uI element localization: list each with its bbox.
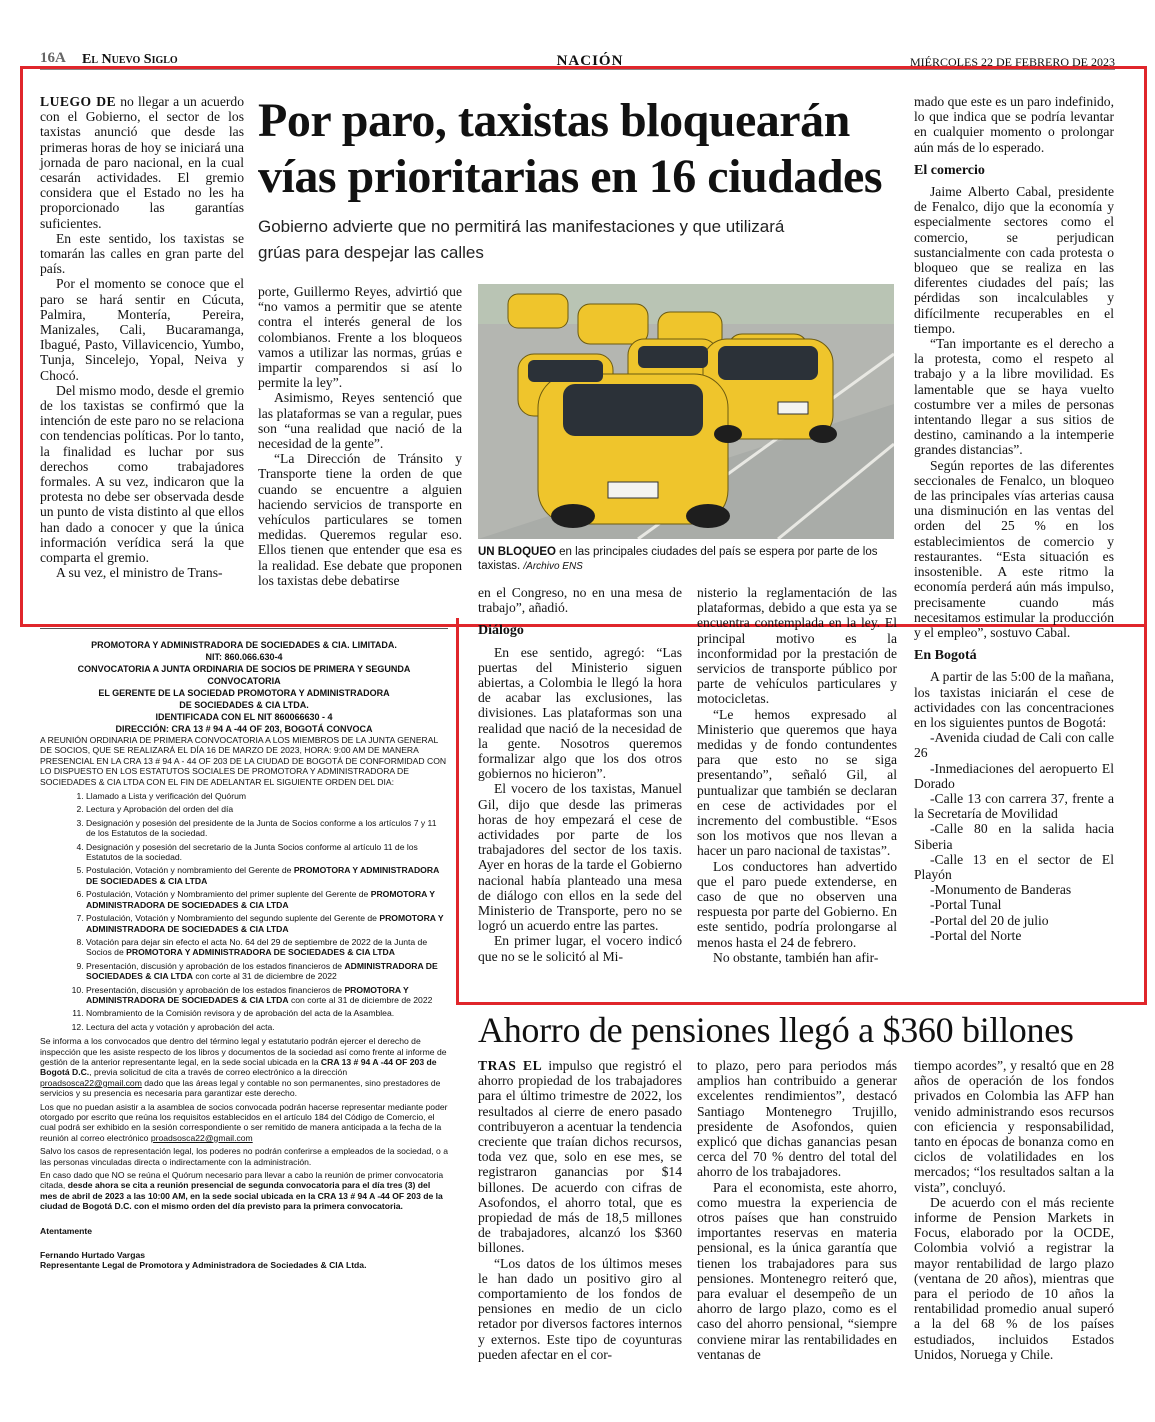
notice-paragraph	[40, 1102, 448, 1144]
photo-caption	[478, 545, 894, 574]
notice-nit: NIT: 860.066.630-4	[205, 652, 283, 662]
paragraph: mado que este es un paro indefinido, lo que indica que se podría levantar en cualquier momento o prolongar aún más de lo esperado.	[914, 94, 1114, 155]
headline-line-1: Por paro, taxistas bloquearán	[258, 94, 850, 147]
paragraph: En primer lugar, el vocero indicó que no se le solicitó al Mi-	[478, 933, 682, 964]
agenda-item	[86, 937, 448, 958]
notice-company: PROMOTORA Y ADMINISTRADORA DE SOCIEDADES & CIA. LIMITADA.	[91, 640, 397, 650]
paragraph: tiempo acordes”, y resaltó que en 28 años de operación de los fondos privados en Colombia las AFP han venido administrando esos recursos con eficiencia y responsabilidad, tanto en épocas de bonanza como en ciclos de volatilidades en los mercados; “los resultados saltan a la vista”, concluyó.	[914, 1058, 1114, 1195]
caption-lead: UN BLOQUEO	[478, 546, 556, 558]
paragraph: Para el economista, este ahorro, como muestra la experiencia de otros países que han construido importantes reservas en materia pensional, es la única garantía que tienen los trabajadores para sus pensiones. Montenegro reiteró que, para evaluar el desempeño de un ahorro de largo plazo, como es el caso del ahorro pensional, “siempre conviene mirar las rentabilidades en ventanas de	[697, 1179, 897, 1362]
subheadline-line-2: grúas para despejar las calles	[258, 243, 484, 262]
paragraph: Según reportes de las diferentes seccionales de Fenalco, un bloqueo de las principales vías arterias causa una disminución en las ventas del orden del 25 % en los establecimientos de comercio y restaurantes. “Esta situación es insostenible. A este ritmo la economía perderá aún más impulso, precisamente cuando más necesitamos estimular la producción y el empleo”, sostuvo Cabal.	[914, 457, 1114, 640]
list-item: -Portal del 20 de julio	[930, 912, 1049, 928]
agenda-item: 3. Designación y posesión del presidente de la Junta de Socios conforme a los artículos 7 y 11 de los Estatutos de la sociedad.	[86, 818, 448, 839]
notice-line: IDENTIFICADA CON EL NIT 860066630 - 4	[155, 712, 333, 722]
notice-bold: desde ahora se cita a reunión presencial de segunda convocatoria para el día tres (3) del mes de abril de 2023 a las 10:00 AM, en la sede social ubicada en la CRA 13 # 94 A -44 OF 203 de la ciudad de Bogotá D.C. con el mismo orden del día previsto para la primera convocatoria.	[40, 1180, 443, 1212]
paragraph: Del mismo modo, desde el gremio de los taxistas se confirmó que la intención de este paro no se relaciona con tendencias políticas. Por lo tanto, la finalidad es luchar por sus derechos como trabajadores formales. A su vez, indicaron que la protesta no debe ser observada desde un punto de vista distinto al que ellos han dado a conocer y que la única información verídica será la que comparta el gremio.	[40, 382, 244, 566]
agenda-item: 12. Lectura del acta y votación y aprobación del acta.	[86, 1022, 448, 1032]
second-article-column-1	[478, 1058, 682, 1362]
article-column-3	[478, 585, 682, 964]
notice-text: , previa solicitud de cita a través de correo electrónico a la dirección	[89, 1067, 348, 1078]
agenda-item	[86, 913, 448, 934]
agenda-item: 11. Nombramiento de la Comisión revisora y de aprobación del acta de la Asamblea.	[86, 1008, 448, 1018]
notice-bold: CRA 13 # 94 A -44 OF 203 de Bogotá D.C.	[40, 1056, 437, 1078]
paragraph: El vocero de los taxistas, Manuel Gil, dijo que desde las primeras horas de hoy empezará el cese de actividades por parte de los trabajadores del sector de los taxis. Ayer en horas de la tarde el Gobierno nacional había planteado una mesa de diálogo con ellos en la sede del Ministerio de Transporte, pero no se logró un acuerdo entre las partes.	[478, 781, 682, 934]
notice-intro: A REUNIÓN ORDINARIA DE PRIMERA CONVOCATORIA A LOS MIEMBROS DE LA JUNTA GENERAL DE SOCIOS, QUE SE REALIZARÁ EL DÍA 16 DE MARZO DE 2023, HORA: 9:00 AM DE MANERA PRESENCIAL EN LA CRA 13 # 94 A - 44 OF 203 DE LA CIUDAD DE BOGOTÁ DE CONFORMIDAD CON LO DISPUESTO EN LOS ESTATUTOS SOCIALES DE PROMOTORA Y ADMINISTRADORA DE SOCIEDADES & CIA LTDA CON EL FIN DE ADELANTAR EL SIGUIENTE ORDEN DEL DIA:	[40, 735, 447, 787]
list-item: -Calle 13 en el sector de El Playón	[914, 851, 1114, 882]
article-column-5	[914, 94, 1114, 943]
second-headline: Ahorro de pensiones llegó a $360 billones	[478, 1010, 1074, 1050]
agenda-item	[86, 865, 448, 886]
paragraph: No obstante, también han afir-	[713, 949, 879, 965]
lead-in: TRAS EL	[478, 1058, 543, 1073]
notice-text: Se informa a los convocados que dentro del término legal y estatutario podrán ejercer el derecho de inspección que les asiste respecto de los libros y documentos de la sociedad así como frente al informe de gestión de la anterior representante legal, en la sede social ubicada en la	[40, 1036, 447, 1067]
notice-line: EL GERENTE DE LA SOCIEDAD PROMOTORA Y ADMINISTRADORA	[98, 688, 390, 698]
paragraph: Asimismo, Reyes sentenció que las plataformas se van a regular, pues son “una realidad que nació de la necesidad de la gente”.	[258, 390, 462, 452]
article-column-1	[40, 94, 244, 581]
paragraph: En este sentido, los taxistas se tomarán las calles en gran parte del país.	[40, 230, 244, 277]
agenda-text: con corte al 31 de diciembre de 2022	[192, 971, 337, 982]
agenda-text: Postulación, Votación y nombramiento del Gerente de	[86, 865, 294, 876]
subhead-dialogo: Diálogo	[478, 623, 524, 639]
paragraph: en el Congreso, no en una mesa de trabajo”, añadió.	[478, 585, 682, 616]
paragraph: porte, Guillermo Reyes, advirtió que “no vamos a permitir que se atente contra el interés general de los colombianos. Frente a los bloqueos vamos a utilizar las normas, grúas e impartir comparendos si así lo permite la ley”.	[258, 284, 462, 391]
subhead-bogota: En Bogotá	[914, 648, 977, 664]
agenda-item	[86, 961, 448, 982]
notice-text: En caso dado que NO se reúna el Quórum necesario para llevar a cabo la reunión de primer convocatoria citada,	[40, 1170, 444, 1191]
list-item: -Portal del Norte	[930, 927, 1022, 943]
article-column-2	[258, 284, 462, 588]
notice-signer-title: Representante Legal de Promotora y Administradora de Sociedades & CIA Ltda.	[40, 1260, 367, 1271]
list-item: -Inmediaciones del aeropuerto El Dorado	[914, 760, 1114, 791]
paragraph: De acuerdo con el más reciente informe de Pension Markets in Focus, elaborado por la OCDE, Colombia volvió a registrar la mayor rentabilidad de largo plazo (ventana de 20 años), mientras que para el periodo de 10 años la rentabilidad promedio anual superó a la del 68 % de los países estudiados, incluidos Estados Unidos, Noruega y Chile.	[914, 1194, 1114, 1362]
issue-date: MIÉRCOLES 22 DE FEBRERO DE 2023	[909, 55, 1115, 69]
agenda-bold: ADMINISTRADORA DE SOCIEDADES & CIA LTDA	[86, 960, 438, 982]
agenda-bold: PROMOTORA Y ADMINISTRADORA DE SOCIEDADES & CIA LTDA	[86, 984, 409, 1005]
notice-email: proadsosca22@gmail.com	[150, 1132, 253, 1143]
agenda-text: Votación para dejar sin efecto el acta No. 64 del 29 de septiembre de 2022 de la Junta de Socios de	[86, 936, 428, 958]
paragraph: nisterio la reglamentación de las plataformas, debido a que esta ya se encuentra contemplada en la ley. El principal motivo es la inconformidad por la prestación de servicios de transporte público por parte de vehículos particulares y motocicletas.	[697, 585, 897, 707]
notice-paragraph	[40, 1170, 448, 1212]
caption-text: en las principales ciudades del país se espera por parte de los taxistas.	[478, 546, 878, 572]
list-item: -Monumento de Banderas	[930, 882, 1072, 898]
notice-email: proadsosca22@gmail.com	[40, 1077, 142, 1088]
agenda-text: Presentación, discusión y aprobación de los estados financieros de	[86, 984, 345, 995]
agenda-item: 1. Llamado a Lista y verificación del Quórum	[86, 791, 448, 801]
agenda-bold: PROMOTORA Y ADMINISTRADORA DE SOCIEDADES & CIA LTDA	[86, 865, 439, 886]
agenda-bold: PROMOTORA Y ADMINISTRADORA DE SOCIEDADES & CIA LTDA	[86, 889, 435, 910]
paragraph-text: no llegar a un acuerdo con el Gobierno, el sector de los taxistas anunció que desde las primeras horas de hoy se iniciará una jornada de paro nacional, en la cual cesarán actividades. El gremio considera que el Estado no les ha proporcionado las garantías suficientes.	[40, 94, 244, 231]
agenda-text: Postulación, Votación y Nombramiento del primer suplente del Gerente de	[86, 889, 371, 900]
second-article-column-2	[697, 1058, 897, 1362]
paragraph: A su vez, el ministro de Trans-	[56, 565, 223, 581]
paragraph-text: impulso que registró el ahorro propiedad de los trabajadores para el último trimestre de 2022, los resultados al cierre de enero pasado contribuyeron a acentuar la tendencia creciente que traían dichos recursos, toda vez que, solo en ese mes, se registraron ganancias por $14 billones. De acuerdo con cifras de Asofondos, el ahorro total, que es propiedad de más de 18,5 millones de trabajadores, alcanzó los $360 billones.	[478, 1058, 682, 1256]
agenda-item: 4. Designación y posesión del secretario de la Junta Socios conforme al artículo 11 de los Estatutos de la sociedad.	[86, 842, 448, 863]
legal-notice	[40, 628, 448, 1409]
agenda-item	[86, 889, 448, 910]
subheadline	[258, 214, 898, 266]
list-item: -Avenida ciudad de Cali con calle 26	[914, 730, 1114, 761]
agenda-item	[86, 985, 448, 1006]
notice-text: Los que no puedan asistir a la asamblea de socios convocada podrán hacerse representar mediante poder otorgado por escrito que reúna los requisitos establecidos en el artículo 184 del Código de Comercio, el cual podrá ser exhibido en la sesión correspondiente o ser remitido de manera anticipada a la fecha de la reunión al correo electrónico	[40, 1101, 448, 1143]
headline	[258, 93, 908, 205]
taxis-illustration	[478, 284, 894, 539]
lead-in: LUEGO DE	[40, 94, 117, 109]
paragraph	[40, 94, 244, 231]
taxis-photo	[478, 284, 894, 539]
agenda-text: Postulación, Votación y Nombramiento del segundo suplente del Gerente de	[86, 913, 380, 924]
list-item: -Calle 80 en la salida hacia Siberia	[914, 821, 1114, 852]
newspaper-name: El Nuevo Siglo	[82, 52, 178, 67]
paragraph: En ese sentido, agregó: “Las puertas del Ministerio siguen abiertas, a Colombia le llegó la hora de acabar las exclusiones, las divisiones. Las plataformas son una realidad que nació de la necesidad de la gente. Nosotros queremos formalizar algo que los dos otros gobiernos no hicieron”.	[478, 644, 682, 782]
paragraph: Por el momento se conoce que el paro se hará sentir en Cúcuta, Palmira, Montería, Pereira, Manizales, Cali, Bucaramanga, Ibagué, Pasto, Villavicencio, Yumbo, Tunja, Sincelejo, Yopal, Neiva y Chocó.	[40, 276, 244, 383]
notice-text: dado que las áreas legal y contable no son permanentes, sino prestadores de servicios y su presencia es necesaria para garantizar este derecho.	[40, 1077, 441, 1099]
paragraph: to plazo, pero para periodos más amplios han contribuido a generar excelentes rendimientos”, destacó Santiago Montenegro Trujillo, presidente de Asofondos, quien explicó que dichas ganancias pesan cerca del 70 % dentro del total del ahorro de los trabajadores.	[697, 1058, 897, 1180]
subhead-comercio: El comercio	[914, 162, 985, 178]
paragraph: Jaime Alberto Cabal, presidente de Fenalco, dijo que la economía y especialmente sectores como el comercio, se perjudican sustancialmente con cada protesta o bloqueo que se realiza en las diferentes ciudades del país; las pérdidas son incalculables y difícilmente recuperables en el tiempo.	[914, 184, 1114, 336]
list-item: -Calle 13 con carrera 37, frente a la Secretaría de Movilidad	[914, 790, 1114, 822]
notice-paragraph	[40, 1036, 448, 1098]
agenda-list	[40, 791, 448, 1032]
paragraph: “Los datos de los últimos meses le han dado un positivo giro al comportamiento de los fondos de pensiones en medio de un ciclo retador por diversos factores internos y externos. Este tipo de coyunturas pueden afectar en el cor-	[478, 1255, 682, 1362]
agenda-text: con corte al 31 de diciembre de 2022	[288, 994, 433, 1005]
second-article-column-3	[914, 1058, 1114, 1362]
agenda-text: Presentación, discusión y aprobación de los estados financieros de	[86, 960, 345, 971]
subheadline-line-1: Gobierno advierte que no permitirá las manifestaciones y que utilizará	[258, 217, 785, 236]
paragraph: “Tan importante es el derecho a la protesta, como el respeto al trabajo y a la libre movilidad. Es lamentable que se haya vuelto costumbre ver a miles de personas intentando llegar a sus sitios de destino, caminando a la intemperie grandes distancias”.	[914, 336, 1114, 458]
agenda-bold: PROMOTORA Y ADMINISTRADORA DE SOCIEDADES & CIA LTDA	[86, 913, 444, 934]
article-column-4	[697, 585, 897, 965]
notice-line: DE SOCIEDADES & CIA LTDA.	[179, 700, 309, 710]
paragraph: “La Dirección de Tránsito y Transporte tiene la orden de que cuando se encuentre a alguien haciendo servicios de transporte en vehículos particulares se tomen medidas. Queremos regular eso. Ellos tienen que entender que esa es la realidad. Ese debate que proponen los taxistas debe debatirse	[258, 451, 462, 588]
agenda-bold: PROMOTORA Y ADMINISTRADORA DE SOCIEDADES & CIA LTDA	[126, 947, 395, 958]
notice-signer: Fernando Hurtado Vargas	[40, 1250, 146, 1261]
agenda-item: 2. Lectura y Aprobación del orden del día	[86, 804, 448, 814]
notice-address: DIRECCIÓN: CRA 13 # 94 A -44 OF 203, BOGOTÁ CONVOCA	[115, 724, 373, 734]
paragraph	[478, 1058, 682, 1256]
notice-paragraph: Salvo los casos de representación legal, los poderes no podrán conferirse a empleados de la sociedad, o a las personas vinculadas directa o indirectamente con la administración.	[40, 1146, 448, 1167]
notice-title: CONVOCATORIA A JUNTA ORDINARIA DE SOCIOS DE PRIMERA Y SEGUNDA CONVOCATORIA	[77, 664, 411, 686]
photo-credit: /Archivo ENS	[523, 561, 583, 572]
page-number: 16A	[40, 50, 66, 66]
paragraph: “Le hemos expresado al Ministerio que queremos que haya medidas y de fondo contundentes para que esto no se siga presentando”, señaló Gil, al puntualizar que también se declaran en cese de actividades por el incremento del combustible. “Esos son los motivos que nos llevan a hacer un paro nacional de taxistas”.	[697, 706, 897, 859]
notice-closing: Atentamente	[40, 1225, 93, 1236]
list-item: -Portal Tunal	[930, 897, 1002, 913]
paragraph: Los conductores han advertido que el paro puede extenderse, en caso de que no observen una respuesta por parte del Gobierno. En este sentido, podría prolongarse al menos hasta el 24 de febrero.	[697, 858, 897, 950]
section-title: NACIÓN	[556, 53, 624, 69]
paragraph: A partir de las 5:00 de la mañana, los taxistas iniciarán el cese de actividades con las concentraciones en los siguientes puntos de Bogotá:	[914, 669, 1114, 730]
headline-line-2: vías prioritarias en 16 ciudades	[258, 150, 883, 203]
